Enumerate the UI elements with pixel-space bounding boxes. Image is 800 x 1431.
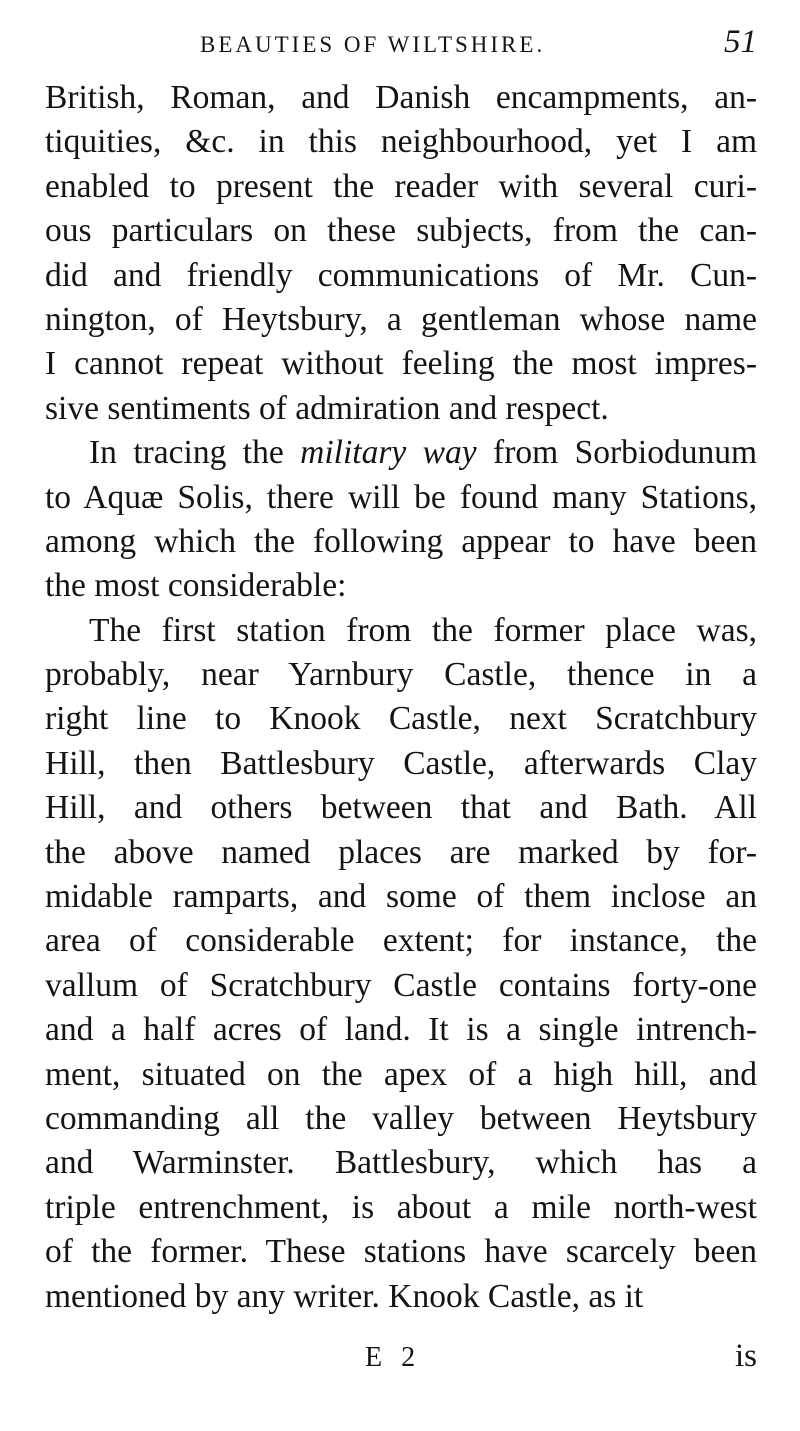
page-footer	[45, 1338, 757, 1382]
text-segment: among which the following appear to have been	[45, 522, 757, 560]
text-segment: British, Roman, and Danish encampments, an-	[45, 79, 757, 116]
text-line	[45, 564, 757, 608]
text-line	[45, 609, 757, 653]
text-segment: The first station from the former place was,	[89, 611, 757, 649]
text-line	[45, 342, 757, 386]
page-number: 51	[724, 24, 757, 60]
text-segment: Hill, and others between that and Bath. All	[45, 789, 757, 827]
text-line	[45, 254, 757, 298]
text-segment: midable ramparts, and some of them inclose an	[45, 878, 757, 916]
text-segment: mentioned by any writer. Knook Castle, as it	[45, 1277, 644, 1315]
text-segment: did and friendly communications of Mr. Cun-	[45, 256, 757, 294]
text-segment: tiquities, &c. in this neighbourhood, yet I am	[45, 123, 757, 161]
text-segment: to Aquæ Solis, there will be found many Stations,	[45, 478, 757, 516]
text-line	[45, 1053, 757, 1097]
text-line	[45, 697, 757, 741]
text-line	[45, 964, 757, 1008]
text-segment: the most considerable:	[45, 567, 347, 605]
text-line	[45, 1230, 757, 1274]
text-segment: In tracing the	[89, 434, 301, 472]
text-line	[45, 875, 757, 919]
text-segment: enabled to present the reader with several curi-	[45, 167, 757, 205]
text-line	[45, 298, 757, 342]
text-segment: and Warminster. Battlesbury, which has a	[45, 1144, 757, 1182]
text-segment: ment, situated on the apex of a high hill, and	[45, 1055, 757, 1093]
text-segment: the above named places are marked by for-	[45, 833, 757, 871]
text-segment: triple entrenchment, is about a mile north-west	[45, 1188, 757, 1226]
text-line	[45, 1141, 757, 1185]
text-line	[45, 387, 757, 431]
text-segment: commanding all the valley between Heytsbury	[45, 1099, 757, 1137]
text-segment: from Sorbiodunum	[476, 434, 758, 472]
text-segment: sive sentiments of admiration and respect.	[45, 389, 609, 427]
text-line	[45, 165, 757, 209]
text-segment: of the former. These stations have scarcely been	[45, 1233, 757, 1271]
text-segment: area of considerable extent; for instance, the	[45, 922, 757, 960]
text-line	[45, 1097, 757, 1141]
text-segment: nington, of Heytsbury, a gentleman whose name	[45, 300, 757, 338]
text-line	[45, 786, 757, 830]
signature-mark: E 2	[365, 1342, 422, 1373]
text-segment: I cannot repeat without feeling the most impres-	[45, 345, 757, 383]
running-head	[45, 22, 757, 70]
text-line	[45, 520, 757, 564]
text-line	[45, 1008, 757, 1052]
text-line	[45, 120, 757, 164]
text-segment: probably, near Yarnbury Castle, thence in a	[45, 656, 757, 694]
text-line	[45, 831, 757, 875]
italic-phrase: military way	[300, 434, 477, 472]
text-segment: right line to Knook Castle, next Scratchbury	[45, 700, 757, 738]
text-line	[45, 76, 757, 120]
running-title: BEAUTIES OF WILTSHIRE.	[200, 32, 546, 57]
text-segment: Hill, then Battlesbury Castle, afterwards Clay	[45, 744, 757, 782]
text-line	[45, 476, 757, 520]
text-line	[45, 1186, 757, 1230]
text-line	[45, 919, 757, 963]
text-segment: vallum of Scratchbury Castle contains forty-one	[45, 966, 757, 1004]
catchword: is	[734, 1338, 757, 1374]
text-line	[45, 431, 757, 475]
text-line	[45, 209, 757, 253]
body-text	[45, 76, 757, 1319]
text-segment: and a half acres of land. It is a single intrench-	[45, 1011, 757, 1049]
text-line	[45, 1275, 757, 1319]
text-line	[45, 742, 757, 786]
text-line	[45, 653, 757, 697]
text-segment: ous particulars on these subjects, from the can-	[45, 212, 757, 250]
